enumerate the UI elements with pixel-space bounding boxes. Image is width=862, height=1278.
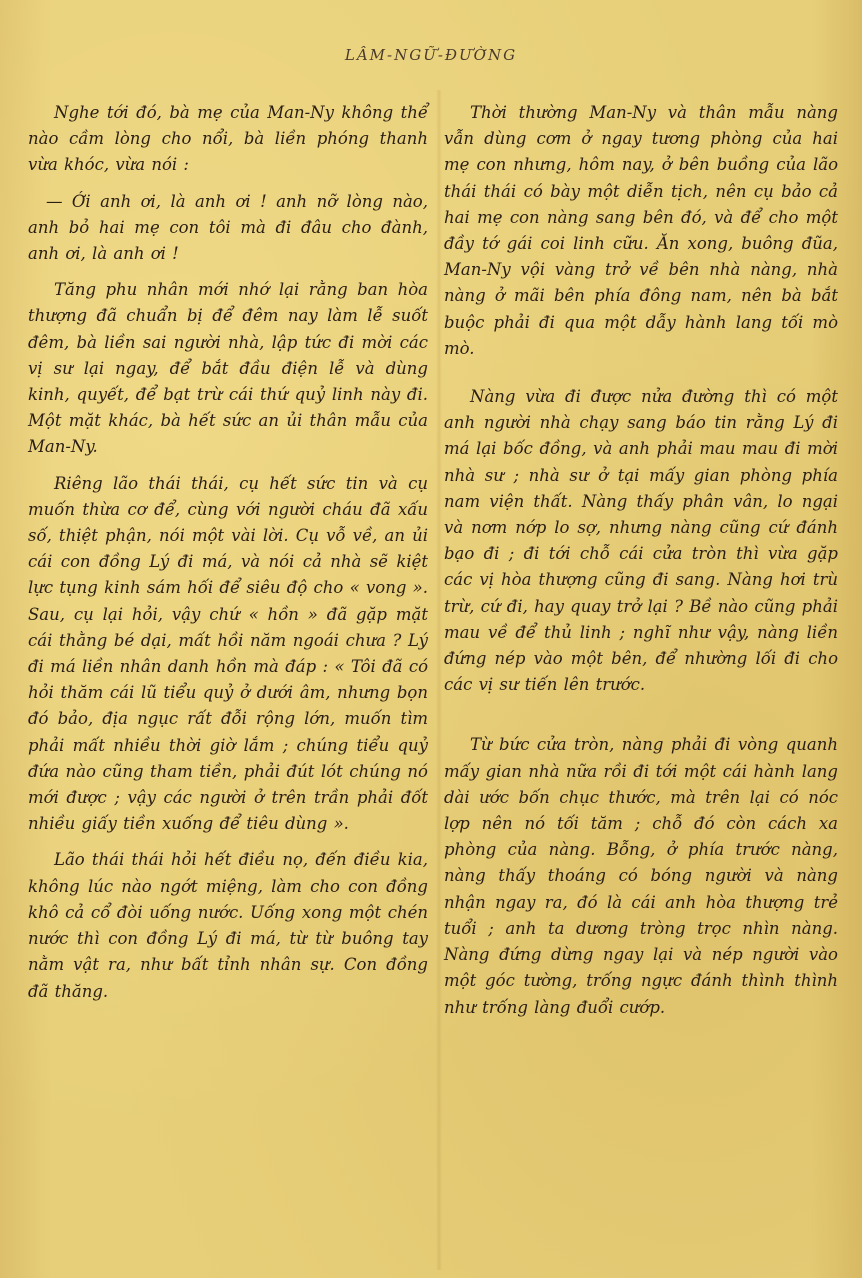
running-header: LÂM-NGỮ-ĐƯỜNG (344, 46, 518, 64)
paragraph: Nàng vừa đi được nửa đường thì có một anh người nhà chạy sang báo tin rằng Lý đi má lại bốc đồng, và anh phải mau mau đi mời nhà sư ; nhà sư ở tại mấy gian phòng phía nam viện thất. Nàng thấy phân vân, lo ngại và nơm nớp lo sợ, nhưng nàng cũng cứ đánh bạo đi ; đi tới chỗ cái cửa tròn thì vừa gặp các vị hòa thượng cũng đi sang. Nàng hơi trù trừ, cứ đi, hay quay trở lại ? Bề nào cũng phải mau về để thủ linh ; nghĩ như vậy, nàng liền đứng nép vào một bên, để nhường lối đi cho các vị sư tiến lên trước. (444, 387, 838, 695)
paragraph: Lão thái thái hỏi hết điều nọ, đến điều kia, không lúc nào ngớt miệng, làm cho con đồng khô cả cổ đòi uống nước. Uống xong một chén nước thì con đồng Lý đi má, từ từ buông tay nằm vật ra, như bất tỉnh nhân sự. Con đồng đã thăng. (28, 850, 428, 1001)
paragraph: Thời thường Man-Ny và thân mẫu nàng vẫn dùng cơm ở ngay tương phòng của hai mẹ con nhưng, hôm nay, ở bên buồng của lão thái thái có bày một diễn tịch, nên cụ bảo cả hai mẹ con nàng sang bên đó, và để cho một đầy tớ gái coi linh cữu. Ăn xong, buông đũa, Man-Ny vội vàng trở về bên nhà nàng, nhà nàng ở mãi bên phía đông nam, nên bà bắt buộc phải đi qua một dẫy hành lang tối mò mò. (444, 103, 838, 358)
column-divider (436, 90, 442, 1270)
left-column (28, 100, 428, 1005)
right-column (444, 100, 838, 1021)
paragraph: Riêng lão thái thái, cụ hết sức tin và cụ muốn thừa cơ để, cùng với người cháu đã xấu số, thiệt phận, nói một vài lời. Cụ vỗ về, an ủi cái con đồng Lý đi má, và nói cả nhà sẽ kiệt lực tụng kinh sám hối để siêu độ cho « vong ». Sau, cụ lại hỏi, vậy chứ « hồn » đã gặp mặt cái thằng bé dại, mất hồi năm ngoái chưa ? Lý đi má liền nhân danh hồn mà đáp : « Tôi đã có hỏi thăm cái lũ tiểu quỷ ở dưới âm, nhưng bọn đó bảo, địa ngục rất đỗi rộng lớn, muốn tìm phải mất nhiều thời giờ lắm ; chúng tiểu quỷ đứa nào cũng tham tiền, phải đút lót chúng nó mới được ; vậy các người ở trên trần phải đốt nhiều giấy tiền xuống để tiêu dùng ». (28, 473, 428, 834)
dialogue-paragraph: — Ới anh ơi, là anh ơi ! anh nỡ lòng nào, anh bỏ hai mẹ con tôi mà đi đâu cho đành, anh ơi, là anh ơi ! (28, 191, 428, 264)
paragraph: Nghe tới đó, bà mẹ của Man-Ny không thể nào cầm lòng cho nổi, bà liền phóng thanh vừa khóc, vừa nói : (28, 103, 428, 175)
paragraph: Từ bức cửa tròn, nàng phải đi vòng quanh mấy gian nhà nữa rồi đi tới một cái hành lang dài ước bốn chục thước, mà trên lại có nóc lợp nên nó tối tăm ; chỗ đó còn cách xa phòng của nàng. Bỗng, ở phía trước nàng, nàng thấy thoáng có bóng người và nàng nhận ngay ra, đó là cái anh hòa thượng trẻ tuổi ; anh ta dương tròng trọc nhìn nàng. Nàng đứng dừng ngay lại và nép người vào một góc tường, trống ngực đánh thình thình như trống làng đuổi cướp. (444, 735, 838, 1017)
paragraph: Tăng phu nhân mới nhớ lại rằng ban hòa thượng đã chuẩn bị để đêm nay làm lễ suốt đêm, bà liền sai người nhà, lập tức đi mời các vị sư lại ngay, để bắt đầu điện lễ và dùng kinh, quyết, để bạt trừ cái thứ quỷ linh này đi. Một mặt khác, bà hết sức an ủi thân mẫu của Man-Ny. (28, 280, 428, 457)
